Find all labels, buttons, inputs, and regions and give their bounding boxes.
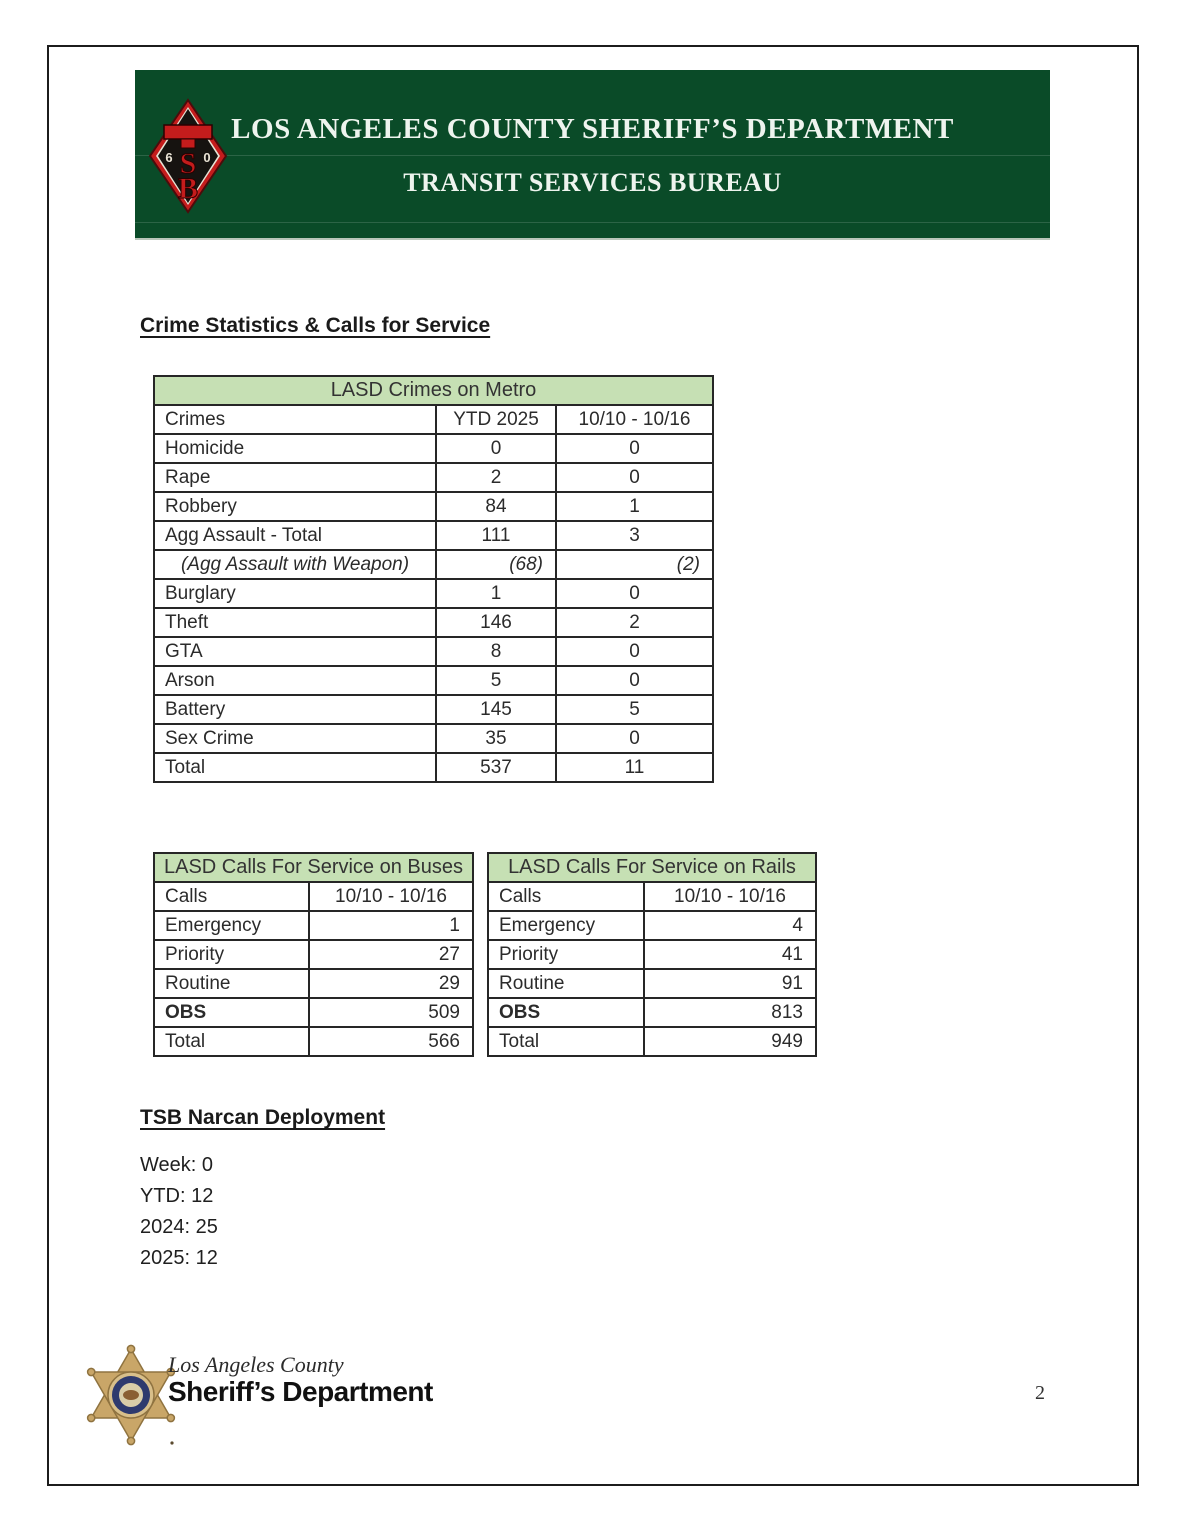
crime-label-cell: Total [154,753,436,782]
ytd-value-cell: 8 [436,637,556,666]
call-value-cell: 566 [309,1027,473,1056]
calls-buses-table [153,852,474,1057]
week-value-cell: 0 [556,724,713,753]
table-row [154,724,713,753]
table-row [154,579,713,608]
table-title-row [154,376,713,405]
banner-divider [135,155,1050,156]
table-row [154,434,713,463]
call-label-cell: Priority [488,940,644,969]
call-label-cell: Routine [154,969,309,998]
ytd-value-cell: 537 [436,753,556,782]
table-row [488,911,816,940]
table-row [154,695,713,724]
ytd-value-cell: 84 [436,492,556,521]
table-title: LASD Calls For Service on Rails [488,853,816,882]
table-row [154,521,713,550]
svg-text:0: 0 [203,150,211,165]
table-row [488,969,816,998]
week-value-cell: (2) [556,550,713,579]
table-row-obs [154,998,473,1027]
column-header: Calls [154,882,309,911]
table-row [154,608,713,637]
calls-rails-table [487,852,817,1057]
call-value-cell: 29 [309,969,473,998]
call-value-cell: 1 [309,911,473,940]
column-header: 10/10 - 10/16 [644,882,816,911]
ytd-value-cell: 145 [436,695,556,724]
column-header: Crimes [154,405,436,434]
column-header: YTD 2025 [436,405,556,434]
crime-label-cell: Homicide [154,434,436,463]
call-label-cell: Routine [488,969,644,998]
narcan-2024-line: 2024: 25 [140,1216,218,1238]
week-value-cell: 0 [556,434,713,463]
footer-county-text: Los Angeles County [168,1352,344,1377]
crime-label-cell: (Agg Assault with Weapon) [154,550,436,579]
crime-label-cell: Agg Assault - Total [154,521,436,550]
call-value-cell: 949 [644,1027,816,1056]
week-value-cell: 11 [556,753,713,782]
week-value-cell: 1 [556,492,713,521]
page-number: 2 [1035,1382,1045,1404]
table-title-row [154,853,473,882]
banner-divider [135,222,1050,223]
call-value-cell: 509 [309,998,473,1027]
narcan-stats [140,1150,218,1274]
call-label-cell: Emergency [488,911,644,940]
narcan-2025-line: 2025: 12 [140,1247,218,1269]
table-row [488,940,816,969]
ytd-value-cell: 5 [436,666,556,695]
call-label-cell: Emergency [154,911,309,940]
call-label-cell: OBS [488,998,644,1027]
table-row [154,911,473,940]
header-banner [135,70,1050,240]
week-value-cell: 2 [556,608,713,637]
table-row-agg-assault-weapon [154,550,713,579]
table-row-obs [488,998,816,1027]
crime-label-cell: Arson [154,666,436,695]
table-row [154,969,473,998]
crime-section-heading: Crime Statistics & Calls for Service [140,314,491,337]
table-title-row [488,853,816,882]
banner-title-line1: LOS ANGELES COUNTY SHERIFF’S DEPARTMENT [231,113,954,145]
ytd-value-cell: 35 [436,724,556,753]
week-value-cell: 0 [556,666,713,695]
narcan-week-line: Week: 0 [140,1154,213,1176]
svg-text:S: S [179,147,197,180]
crime-label-cell: Sex Crime [154,724,436,753]
crime-label-cell: GTA [154,637,436,666]
ytd-value-cell: 146 [436,608,556,637]
week-value-cell: 0 [556,637,713,666]
banner-title-line2: TRANSIT SERVICES BUREAU [403,168,782,197]
column-header: Calls [488,882,644,911]
crime-label-cell: Theft [154,608,436,637]
ytd-value-cell: 0 [436,434,556,463]
table-title: LASD Calls For Service on Buses [154,853,473,882]
footer-wordmark [168,1352,433,1408]
call-label-cell: Total [488,1027,644,1056]
crime-label-cell: Robbery [154,492,436,521]
table-row-total [154,753,713,782]
call-label-cell: Priority [154,940,309,969]
week-value-cell: 0 [556,579,713,608]
column-header: 10/10 - 10/16 [556,405,713,434]
table-row-total [488,1027,816,1056]
narcan-ytd-line: YTD: 12 [140,1185,214,1207]
week-value-cell: 3 [556,521,713,550]
table-row-total [154,1027,473,1056]
table-header-row [154,405,713,434]
table-row [154,666,713,695]
ytd-value-cell: 2 [436,463,556,492]
table-row [154,492,713,521]
svg-text:6: 6 [165,150,173,165]
call-value-cell: 91 [644,969,816,998]
crime-label-cell: Battery [154,695,436,724]
call-value-cell: 41 [644,940,816,969]
call-value-cell: 813 [644,998,816,1027]
column-header: 10/10 - 10/16 [309,882,473,911]
table-row [154,940,473,969]
table-header-row [154,882,473,911]
crimes-on-metro-table [153,375,714,783]
crime-label-cell: Rape [154,463,436,492]
ytd-value-cell: 1 [436,579,556,608]
call-label-cell: Total [154,1027,309,1056]
table-row [154,637,713,666]
table-row [154,463,713,492]
narcan-section-heading: TSB Narcan Deployment [140,1106,386,1129]
ytd-value-cell: 111 [436,521,556,550]
table-title: LASD Crimes on Metro [154,376,713,405]
week-value-cell: 0 [556,463,713,492]
call-label-cell: OBS [154,998,309,1027]
week-value-cell: 5 [556,695,713,724]
call-value-cell: 27 [309,940,473,969]
table-header-row [488,882,816,911]
svg-text:B: B [177,172,199,205]
crime-label-cell: Burglary [154,579,436,608]
sheriff-star-icon [86,1342,178,1450]
ytd-value-cell: (68) [436,550,556,579]
call-value-cell: 4 [644,911,816,940]
footer-department-text: Sheriff’s Department [168,1376,433,1407]
